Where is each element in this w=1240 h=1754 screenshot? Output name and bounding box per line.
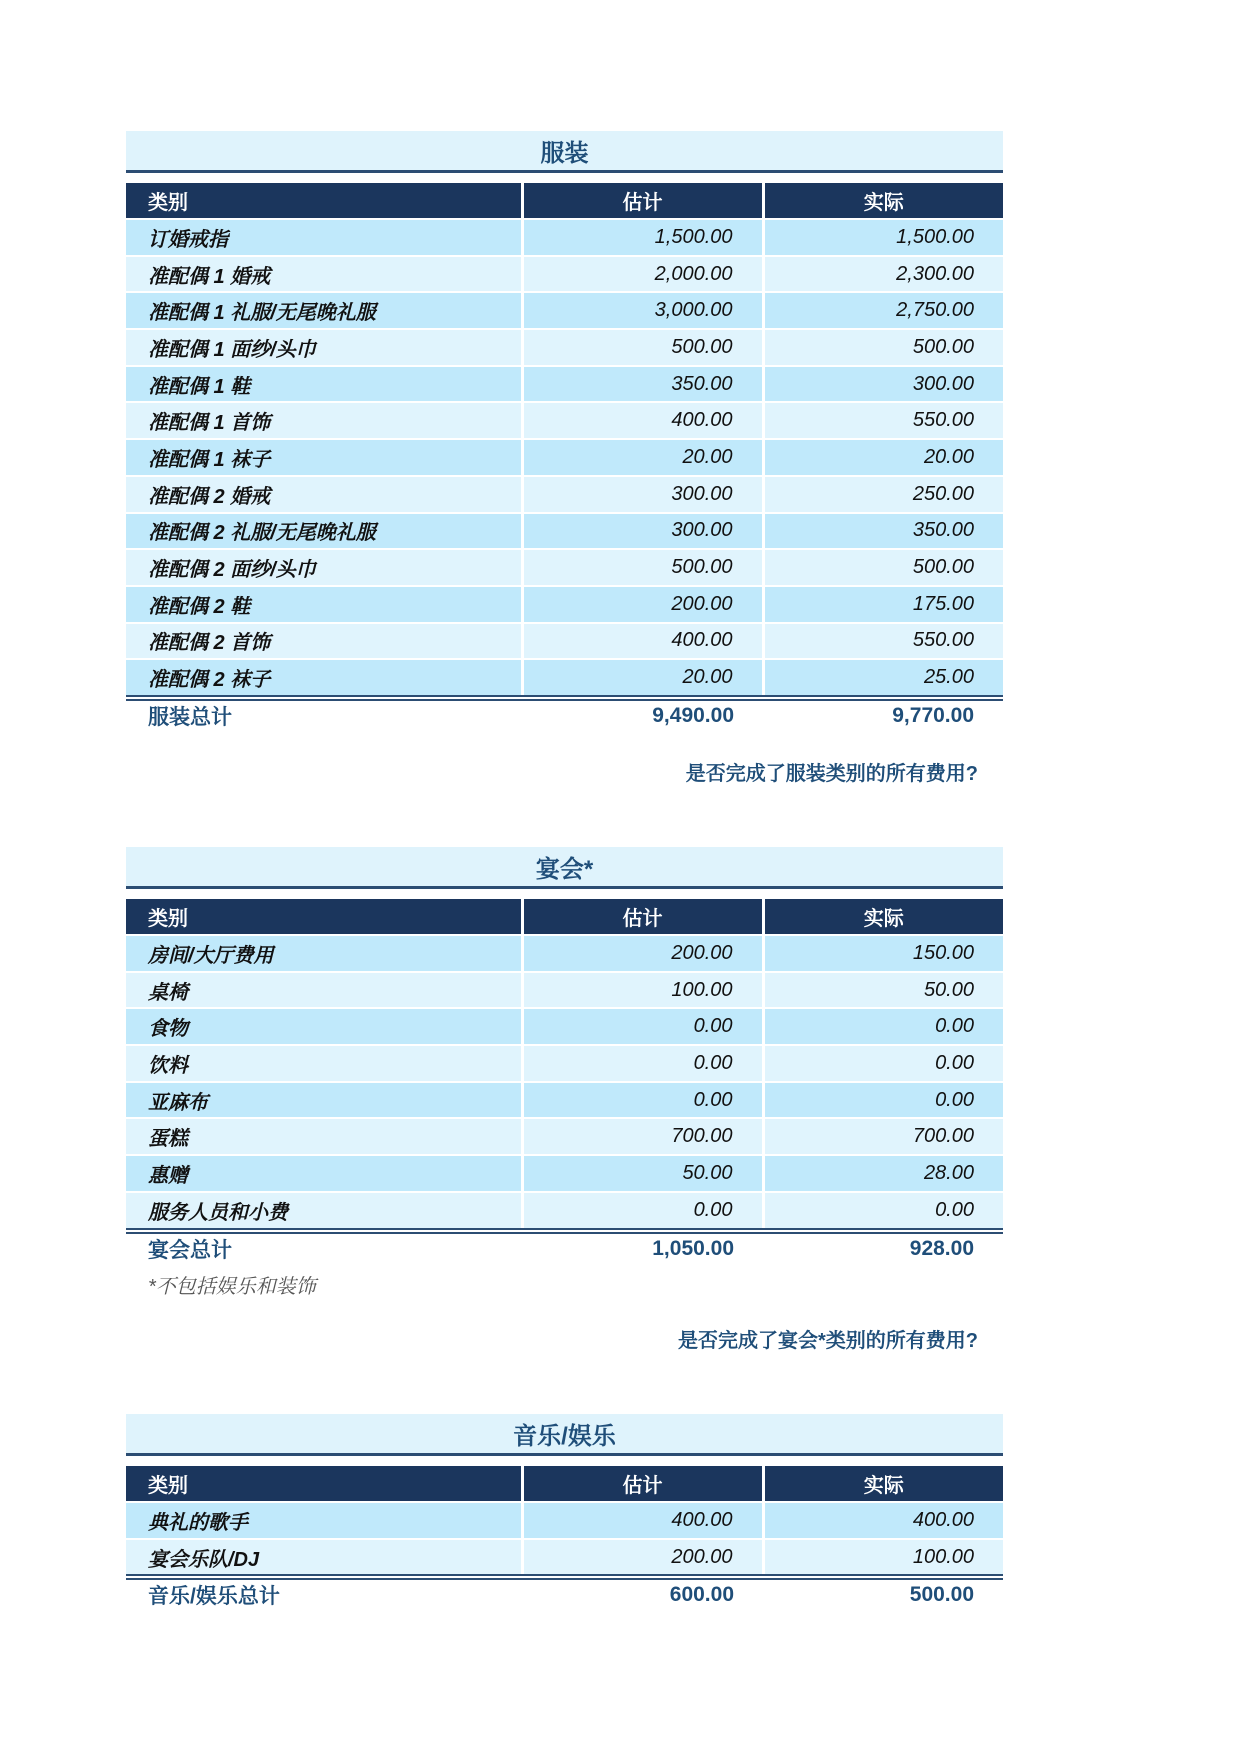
cell-estimated[interactable]: 100.00 [522, 972, 763, 1009]
table-header-row [126, 183, 1003, 219]
cell-actual[interactable]: 0.00 [763, 1008, 1003, 1045]
cell-category[interactable]: 惠赠 [126, 1155, 522, 1192]
cell-category[interactable]: 准配偶 2 礼服/无尾晚礼服 [126, 513, 522, 550]
table-row [126, 1502, 1003, 1539]
cell-actual[interactable]: 50.00 [763, 972, 1003, 1009]
total-actual: 9,770.00 [892, 703, 974, 727]
cell-estimated[interactable]: 20.00 [522, 659, 763, 695]
cell-estimated[interactable]: 300.00 [522, 476, 763, 513]
table-row [126, 1045, 1003, 1082]
total-label: 音乐/娱乐总计 [148, 1585, 280, 1609]
cell-category[interactable]: 订婚戒指 [126, 219, 522, 256]
footnote: *不包括娱乐和装饰 [148, 1275, 316, 1298]
table-row [126, 1008, 1003, 1045]
music-section [126, 1414, 1003, 1610]
section-title: 宴会* [535, 856, 594, 883]
cell-category[interactable]: 准配偶 2 袜子 [126, 659, 522, 695]
cell-actual[interactable]: 28.00 [763, 1155, 1003, 1192]
cell-estimated[interactable]: 350.00 [522, 366, 763, 403]
cell-category[interactable]: 准配偶 1 袜子 [126, 439, 522, 476]
cell-category[interactable]: 准配偶 1 鞋 [126, 366, 522, 403]
cell-category[interactable]: 食物 [126, 1008, 522, 1045]
table-row [126, 366, 1003, 403]
banquet-table [126, 899, 1003, 1228]
cell-estimated[interactable]: 50.00 [522, 1155, 763, 1192]
table-row [126, 1118, 1003, 1155]
table-row [126, 972, 1003, 1009]
table-row [126, 476, 1003, 513]
column-header-category: 类别 [126, 899, 522, 935]
cell-estimated[interactable]: 0.00 [522, 1082, 763, 1119]
cell-actual[interactable]: 150.00 [763, 935, 1003, 972]
cell-actual[interactable]: 550.00 [763, 623, 1003, 660]
total-actual: 928.00 [909, 1236, 974, 1260]
cell-category[interactable]: 房间/大厅费用 [126, 935, 522, 972]
cell-estimated[interactable]: 700.00 [522, 1118, 763, 1155]
total-row [126, 1580, 1003, 1610]
completion-question[interactable]: 是否完成了服装类别的所有费用? [685, 763, 978, 785]
total-estimated: 600.00 [669, 1583, 734, 1607]
cell-estimated[interactable]: 200.00 [522, 586, 763, 623]
cell-category[interactable]: 亚麻布 [126, 1082, 522, 1119]
table-row [126, 659, 1003, 695]
cell-category[interactable]: 准配偶 2 首饰 [126, 623, 522, 660]
cell-actual[interactable]: 20.00 [763, 439, 1003, 476]
table-row [126, 935, 1003, 972]
cell-estimated[interactable]: 200.00 [522, 1539, 763, 1575]
cell-actual[interactable]: 550.00 [763, 402, 1003, 439]
column-header-category: 类别 [126, 183, 522, 219]
cell-actual[interactable]: 500.00 [763, 329, 1003, 366]
table-row [126, 549, 1003, 586]
cell-actual[interactable]: 0.00 [763, 1192, 1003, 1228]
cell-category[interactable]: 准配偶 1 首饰 [126, 402, 522, 439]
total-label: 宴会总计 [148, 1238, 232, 1262]
cell-actual[interactable]: 175.00 [763, 586, 1003, 623]
column-header-actual: 实际 [763, 899, 1003, 935]
cell-category[interactable]: 准配偶 2 婚戒 [126, 476, 522, 513]
cell-estimated[interactable]: 300.00 [522, 513, 763, 550]
cell-actual[interactable]: 2,750.00 [763, 292, 1003, 329]
table-row [126, 623, 1003, 660]
cell-category[interactable]: 准配偶 2 面纱/头巾 [126, 549, 522, 586]
cell-estimated[interactable]: 2,000.00 [522, 256, 763, 293]
cell-actual[interactable]: 500.00 [763, 549, 1003, 586]
section-title-band [126, 847, 1003, 889]
table-row [126, 1082, 1003, 1119]
total-row [126, 1234, 1003, 1264]
cell-category[interactable]: 典礼的歌手 [126, 1502, 522, 1539]
column-header-estimated: 估计 [522, 899, 763, 935]
cell-estimated[interactable]: 20.00 [522, 439, 763, 476]
table-row [126, 219, 1003, 256]
section-title-band [126, 1414, 1003, 1456]
cell-category[interactable]: 宴会乐队/DJ [126, 1539, 522, 1575]
cell-actual[interactable]: 700.00 [763, 1118, 1003, 1155]
cell-category[interactable]: 桌椅 [126, 972, 522, 1009]
cell-estimated[interactable]: 0.00 [522, 1192, 763, 1228]
column-header-estimated: 估计 [522, 183, 763, 219]
cell-category[interactable]: 准配偶 1 面纱/头巾 [126, 329, 522, 366]
column-header-actual: 实际 [763, 183, 1003, 219]
cell-estimated[interactable]: 200.00 [522, 935, 763, 972]
table-row [126, 292, 1003, 329]
table-row [126, 1539, 1003, 1575]
total-estimated: 9,490.00 [652, 703, 734, 727]
total-label: 服装总计 [148, 705, 232, 729]
cell-actual[interactable]: 250.00 [763, 476, 1003, 513]
cell-actual[interactable]: 350.00 [763, 513, 1003, 550]
column-header-actual: 实际 [763, 1466, 1003, 1502]
section-title: 服装 [540, 140, 589, 167]
table-row [126, 586, 1003, 623]
cell-category[interactable]: 饮料 [126, 1045, 522, 1082]
table-row [126, 439, 1003, 476]
table-row [126, 513, 1003, 550]
cell-category[interactable]: 服务人员和小费 [126, 1192, 522, 1228]
cell-actual[interactable]: 100.00 [763, 1539, 1003, 1575]
table-header-row [126, 899, 1003, 935]
banquet-section [126, 847, 1003, 1299]
cell-category[interactable]: 准配偶 1 婚戒 [126, 256, 522, 293]
table-row [126, 402, 1003, 439]
table-row [126, 1192, 1003, 1228]
clothing-table [126, 183, 1003, 695]
table-row [126, 1155, 1003, 1192]
cell-category[interactable]: 准配偶 2 鞋 [126, 586, 522, 623]
cell-actual[interactable]: 300.00 [763, 366, 1003, 403]
completion-question[interactable]: 是否完成了宴会*类别的所有费用? [678, 1330, 978, 1352]
music-table [126, 1466, 1003, 1574]
cell-estimated[interactable]: 0.00 [522, 1045, 763, 1082]
cell-estimated[interactable]: 400.00 [522, 623, 763, 660]
section-title: 音乐/娱乐 [513, 1423, 616, 1450]
table-header-row [126, 1466, 1003, 1502]
clothing-section [126, 131, 1003, 731]
cell-estimated[interactable]: 400.00 [522, 402, 763, 439]
cell-actual[interactable]: 0.00 [763, 1082, 1003, 1119]
cell-actual[interactable]: 400.00 [763, 1502, 1003, 1539]
total-estimated: 1,050.00 [652, 1236, 734, 1260]
column-header-category: 类别 [126, 1466, 522, 1502]
cell-estimated[interactable]: 400.00 [522, 1502, 763, 1539]
cell-actual[interactable]: 1,500.00 [763, 219, 1003, 256]
total-row [126, 701, 1003, 731]
cell-category[interactable]: 蛋糕 [126, 1118, 522, 1155]
cell-estimated[interactable]: 0.00 [522, 1008, 763, 1045]
cell-estimated[interactable]: 500.00 [522, 329, 763, 366]
column-header-estimated: 估计 [522, 1466, 763, 1502]
cell-actual[interactable]: 2,300.00 [763, 256, 1003, 293]
table-row [126, 256, 1003, 293]
cell-estimated[interactable]: 500.00 [522, 549, 763, 586]
table-row [126, 329, 1003, 366]
total-actual: 500.00 [909, 1583, 974, 1607]
cell-estimated[interactable]: 1,500.00 [522, 219, 763, 256]
cell-actual[interactable]: 25.00 [763, 659, 1003, 695]
cell-estimated[interactable]: 3,000.00 [522, 292, 763, 329]
cell-actual[interactable]: 0.00 [763, 1045, 1003, 1082]
cell-category[interactable]: 准配偶 1 礼服/无尾晚礼服 [126, 292, 522, 329]
section-title-band [126, 131, 1003, 173]
